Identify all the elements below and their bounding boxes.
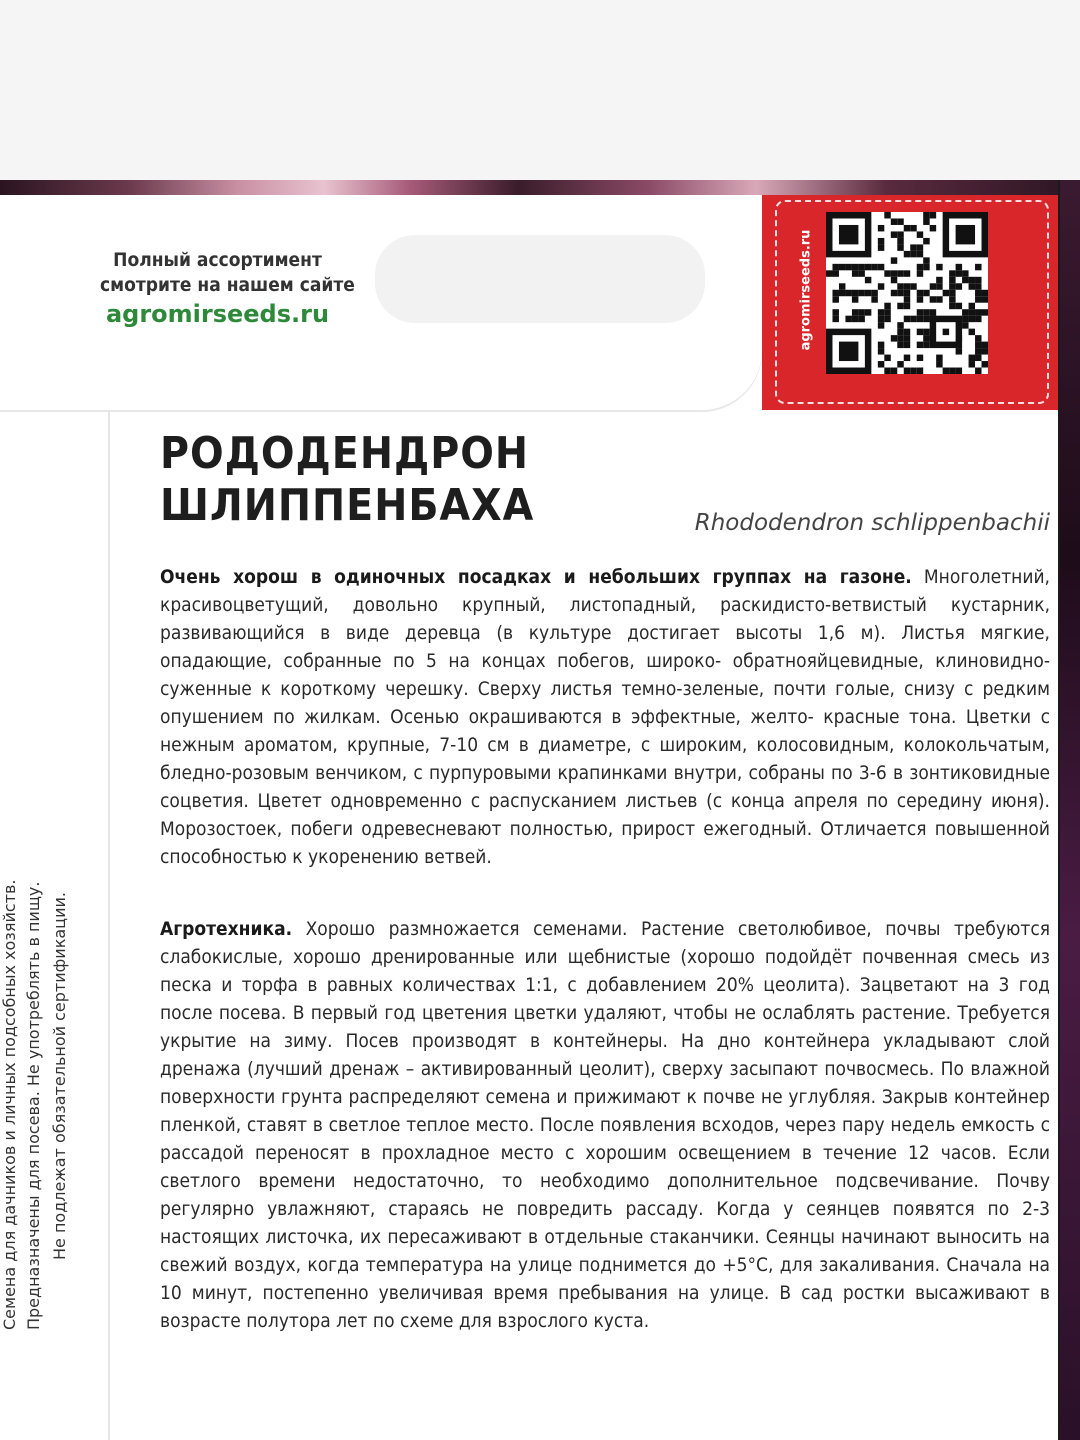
side-text-line2: Предназначены для посева. Не употреблять в пищу. (24, 881, 43, 1330)
description-paragraph (160, 563, 1050, 871)
site-info (100, 248, 355, 330)
qr-code[interactable] (826, 212, 988, 374)
side-legal-text (0, 760, 90, 1330)
agrotechnics-lead: Агротехника. (160, 918, 293, 940)
side-divider (108, 410, 110, 1440)
product-title (160, 428, 534, 532)
site-info-line1: Полный ассортимент (113, 249, 322, 271)
side-text-line3: Не подлежат обязательной сертификации. (50, 892, 69, 1260)
latin-name: Rhododendron schlippenbachii (694, 510, 1050, 536)
site-url[interactable]: agromirseeds.ru (105, 300, 330, 328)
agrotechnics-paragraph (160, 915, 1050, 1335)
description-lead: Очень хорош в одиночных посадках и небольших группах на газоне. (160, 566, 912, 588)
side-text-line1: Семена для дачников и личных подсобных хозяйств. (0, 879, 19, 1330)
title-line2: ШЛИППЕНБАХА (160, 480, 535, 531)
packet-edge-line (1058, 180, 1060, 1440)
hanger-hole (375, 235, 705, 323)
title-line1: РОДОДЕНДРОН (160, 428, 530, 479)
packet-right-photo-strip (1058, 180, 1080, 1440)
agrotechnics-body: Хорошо размножается семенами. Растение светолюбивое, почвы требуются слабокислые, хорошо дренированные или щебнистые (хорошо подойдёт почвенная смесь из песка и торфа в равных количествах 1:1, с добавлением 20% цеолита). Зацветают на 3 год после посева. В первый год цветения цветки удаляют, чтобы не ослаблять растение. Требуется укрытие на зиму. Посев производят в контейнеры. На дно контейнера укладывают слой дренажа (лучший дренаж – активированный цеолит), сверху засыпают почвосмесь. По влажной поверхности грунта распределяют семена и прижимают к почве не углубляя. Закрыв контейнер пленкой, ставят в светлое теплое место. После появления всходов, через пару недель емкость с рассадой переносят в прохладное место с хорошим освещением в течение 12 часов. Если светлого времени недостаточно, то необходимо дополнительное подсвечивание. Почву регулярно увлажняют, стараясь не повредить рассаду. Когда у сеянцев появятся по 2-3 настоящих листочка, их пересаживают в отдельные стаканчики. Сеянцы начинают выносить на свежий воздух, когда температура на улице поднимется до +5°С, для закаливания. Сначала на 10 минут, постепенно увеличивая время пребывания на улице. В сад ростки высаживают в возрасте полутора лет по схеме для взрослого куста. (160, 918, 1050, 1332)
description-body: Многолетний, красивоцветущий, довольно крупный, листопадный, раскидисто-ветвистый кустарник, развивающийся в виде деревца (в культуре достигает высоты 1,6 м). Листья мягкие, опадающие, собранные по 5 на концах побегов, широко- обратнояйцевидные, клиновидно-суженные к короткому черешку. Сверху листья темно-зеленые, почти голые, снизу с редким опушением по жилкам. Осенью окрашиваются в эффектные, желто- красные тона. Цветки с нежным ароматом, крупные, 7-10 см в диаметре, с широким, колосовидным, колокольчатым, бледно-розовым венчиком, с пурпуровыми крапинками внутри, собраны по 3-6 в зонтиковидные соцветия. Цветет одновременно с распусканием листьев (с конца апреля по середину июня). Морозостоек, побеги одревесневают полностью, прирост ежегодный. Отличается повышенной способностью к укоренению ветвей. (160, 566, 1050, 868)
qr-code-icon (826, 212, 988, 374)
site-info-line2: смотрите на нашем сайте (100, 274, 355, 296)
background-top (0, 0, 1080, 180)
qr-side-url: agromirseeds.ru (798, 229, 814, 351)
